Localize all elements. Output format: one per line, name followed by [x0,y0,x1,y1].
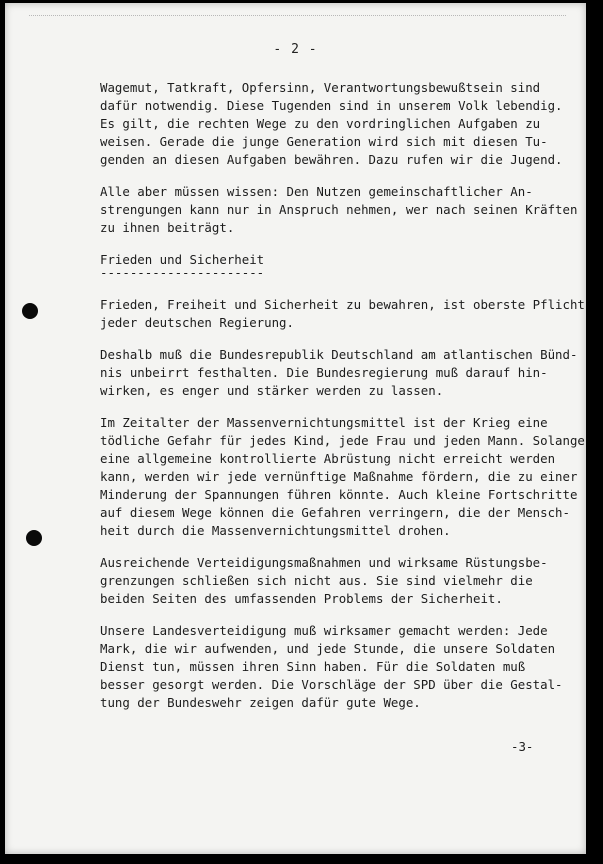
paragraph [100,183,580,237]
text-line: besser gesorgt werden. Die Vorschläge der SPD über die Gestal- [100,677,563,692]
text-line: Ausreichende Verteidigungsmaßnahmen und wirksame Rüstungsbe- [100,555,548,570]
text-line: Minderung der Spannungen führen könnte. Auch kleine Fortschritte [100,487,578,502]
text-line: auf diesem Wege können die Gefahren verringern, die der Mensch- [100,505,570,520]
text-line: Unsere Landesverteidigung muß wirksamer gemacht werden: Jede [100,623,548,638]
top-dotted-rule [29,15,566,17]
text-line: genden an diesen Aufgaben bewähren. Dazu rufen wir die Jugend. [100,152,563,167]
text-line: Alle aber müssen wissen: Den Nutzen gemeinschaftlicher An- [100,184,533,199]
text-line: Es gilt, die rechten Wege zu den vordringlichen Aufgaben zu [100,116,541,131]
text-line: weisen. Gerade die junge Generation wird sich mit diesen Tu- [100,134,548,149]
text-line: grenzungen schließen sich nicht aus. Sie sind vielmehr die [100,573,533,588]
text-line: jeder deutschen Regierung. [100,315,294,330]
continuation-marker: -3- [511,739,534,754]
section-heading-text: Frieden und Sicherheit [100,252,265,267]
text-line: Dienst tun, müssen ihren Sinn haben. Für die Soldaten muß [100,659,526,674]
paragraph [100,79,580,169]
text-line: heit durch die Massenvernichtungsmittel drohen. [100,523,451,538]
text-line: tung der Bundeswehr zeigen dafür gute Wege. [100,695,421,710]
page-number: - 2 - [273,42,318,57]
paragraph [100,554,580,608]
text-line: Deshalb muß die Bundesrepublik Deutschland am atlantischen Bünd- [100,347,578,362]
punch-hole-bottom [26,530,42,546]
text-line: Frieden, Freiheit und Sicherheit zu bewahren, ist oberste Pflicht [100,297,585,312]
text-line: strengungen kann nur in Anspruch nehmen, wer nach seinen Kräften [100,202,578,217]
paragraph [100,346,580,400]
section-heading-underline: ---------------------- [100,265,265,280]
punch-hole-top [22,303,38,319]
text-line: nis unbeirrt festhalten. Die Bundesregierung muß darauf hin- [100,365,548,380]
paragraph [100,622,580,712]
text-line: zu ihnen beiträgt. [100,220,235,235]
text-line: kann, werden wir jede vernünftige Maßnahme fördern, die zu einer [100,469,578,484]
text-line: wirken, es enger und stärker werden zu lassen. [100,383,444,398]
text-line: dafür notwendig. Diese Tugenden sind in unserem Volk lebendig. [100,98,563,113]
document-page [5,3,586,854]
paragraph [100,414,585,540]
text-line: Im Zeitalter der Massenvernichtungsmittel ist der Krieg eine [100,415,548,430]
text-line: tödliche Gefahr für jedes Kind, jede Frau und jeden Mann. Solange [100,433,585,448]
section-heading [100,251,580,282]
text-line: Mark, die wir aufwenden, und jede Stunde, die unsere Soldaten [100,641,556,656]
paragraph [100,296,585,332]
document-body [100,79,585,726]
text-line: eine allgemeine kontrollierte Abrüstung nicht erreicht werden [100,451,556,466]
text-line: beiden Seiten des umfassenden Problems der Sicherheit. [100,591,503,606]
text-line: Wagemut, Tatkraft, Opfersinn, Verantwortungsbewußtsein sind [100,80,541,95]
